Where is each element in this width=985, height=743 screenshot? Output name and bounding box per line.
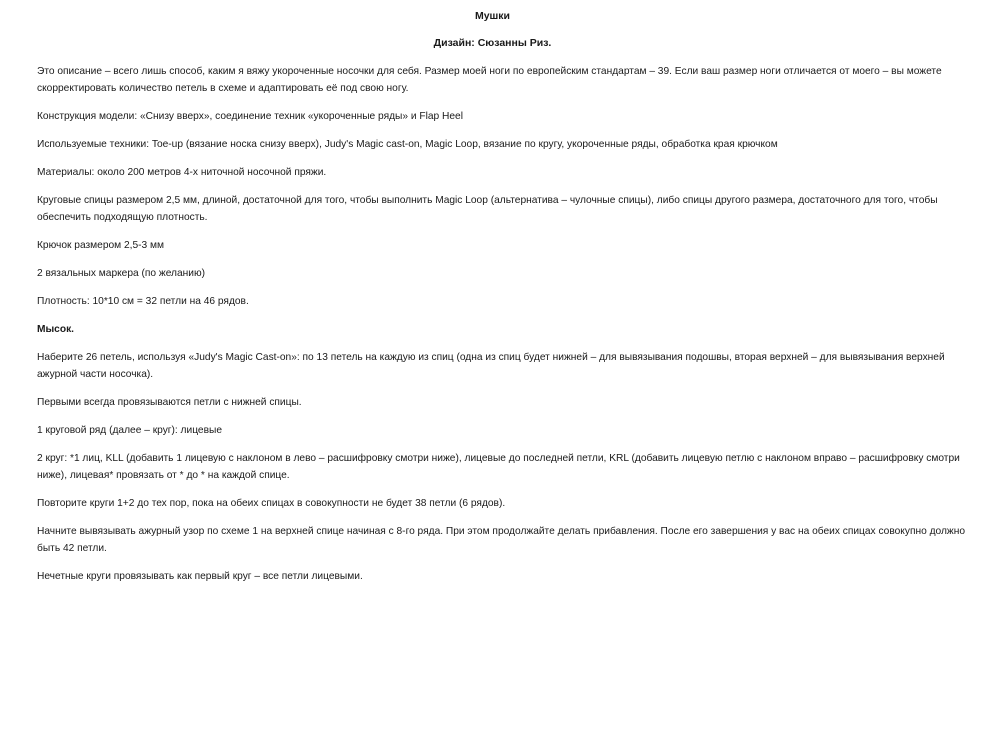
materials-paragraph: Материалы: около 200 метров 4-х ниточной носочной пряжи. xyxy=(37,167,327,178)
hook-paragraph: Крючок размером 2,5-3 мм xyxy=(37,240,165,251)
round-1-paragraph: 1 круговой ряд (далее – круг): лицевые xyxy=(37,425,222,436)
intro-paragraph: Это описание – всего лишь способ, каким я вяжу укороченные носочки для себя. Размер моей ноги по европейским стандартам – 39. Если ваш размер ноги отличается от моего – вы можете скорректировать количество петель в схеме и адаптировать её под свою ногу. xyxy=(37,66,942,94)
document-subtitle: Дизайн: Сюзанны Риз. xyxy=(433,37,552,49)
document-title: Мушки xyxy=(474,10,511,22)
odd-rounds-paragraph: Нечетные круги провязывать как первый круг – все петли лицевыми. xyxy=(37,571,363,582)
markers-paragraph: 2 вязальных маркера (по желанию) xyxy=(37,268,206,279)
lace-pattern-paragraph: Начните вывязывать ажурный узор по схеме 1 на верхней спице начиная с 8-го ряда. При этом продолжайте делать прибавления. После его завершения у вас на обеих спицах совокупно должно быть 42 петли. xyxy=(37,526,966,554)
bottom-needle-paragraph: Первыми всегда провязываются петли с нижней спицы. xyxy=(37,397,302,408)
cast-on-paragraph: Наберите 26 петель, используя «Judy's Magic Cast-on»: по 13 петель на каждую из спиц (одна из спиц будет нижней – для вывязывания подошвы, вторая верхней – для вывязывания верхней ажурной части носочка). xyxy=(37,352,945,380)
repeat-rounds-paragraph: Повторите круги 1+2 до тех пор, пока на обеих спицах в совокупности не будет 38 петли (6 рядов). xyxy=(37,498,506,509)
document-body xyxy=(37,63,967,596)
techniques-paragraph: Используемые техники: Toe-up (вязание носка снизу вверх), Judy's Magic cast-on, Magic Loop, вязание по кругу, укороченные ряды, обработка края крючком xyxy=(37,139,778,150)
section-heading-toe: Мысок. xyxy=(37,324,75,335)
round-2-paragraph: 2 круг: *1 лиц, KLL (добавить 1 лицевую с наклоном в лево – расшифровку смотри ниже), лицевые до последней петли, KRL (добавить лицевую петлю с наклоном вправо – расшифровку смотри ниже), лицевая* провязать от * до * на каждой спице. xyxy=(37,453,960,481)
needles-paragraph: Круговые спицы размером 2,5 мм, длиной, достаточной для того, чтобы выполнить Magic Loop (альтернатива – чулочные спицы), либо спицы другого размера, достаточного для того, чтобы обеспечить подходящую плотность. xyxy=(37,195,938,223)
gauge-paragraph: Плотность: 10*10 см = 32 петли на 46 рядов. xyxy=(37,296,249,307)
construction-paragraph: Конструкция модели: «Снизу вверх», соединение техник «укороченные ряды» и Flap Heel xyxy=(37,111,463,122)
